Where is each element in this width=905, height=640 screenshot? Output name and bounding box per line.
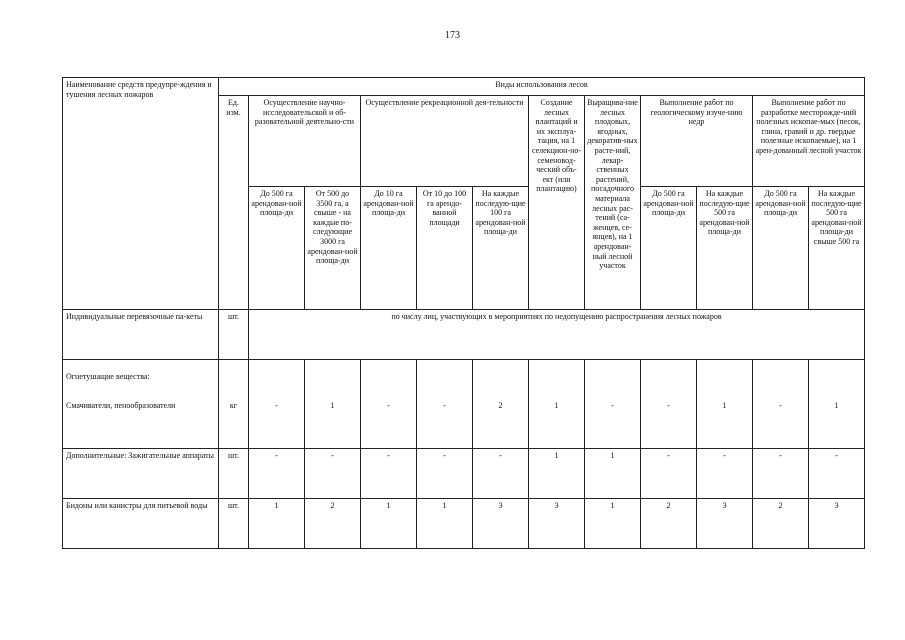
value-cell bbox=[753, 360, 809, 449]
value-cell: 2 bbox=[305, 499, 361, 549]
value-cell bbox=[529, 360, 585, 449]
subheader-cell: До 500 га арендован-ной площа-ди bbox=[753, 187, 809, 310]
value-cell bbox=[417, 360, 473, 449]
value: - bbox=[443, 401, 446, 410]
value: - bbox=[611, 401, 614, 410]
value-cell: - bbox=[753, 449, 809, 499]
row-name-cell bbox=[63, 360, 219, 449]
value-cell bbox=[249, 360, 305, 449]
value-cell: 1 bbox=[585, 449, 641, 499]
value-cell: 1 bbox=[529, 449, 585, 499]
value-cell: - bbox=[697, 449, 753, 499]
value-cell: 2 bbox=[641, 499, 697, 549]
value: 2 bbox=[498, 401, 503, 410]
value-cell: - bbox=[473, 449, 529, 499]
page-number: 173 bbox=[445, 30, 460, 41]
value-cell: 3 bbox=[529, 499, 585, 549]
row-name: Дополнительные: Зажигательные аппараты bbox=[63, 449, 219, 499]
value: - bbox=[387, 401, 390, 410]
unit-column-header: Ед. изм. bbox=[219, 96, 249, 310]
row-unit: шт. bbox=[219, 310, 249, 360]
subheader-cell: На каждые последую-щие 100 га арендован-ной площа-ди bbox=[473, 187, 529, 310]
value-cell bbox=[641, 360, 697, 449]
table-row-individual-packets bbox=[63, 310, 865, 360]
row-name: Смачиватели, пенообразователи bbox=[66, 400, 176, 410]
value-cell: 3 bbox=[473, 499, 529, 549]
value-cell: - bbox=[249, 449, 305, 499]
group-cultivation: Выращива-ние лесных плодовых, ягодных, декоратив-ных расте-ний, лекар-ственных растений, посадочного материала лесных рас-тений (са-женцев, се-янцев), на 1 арендован-ный лесной участок bbox=[585, 96, 641, 310]
subheader-cell: До 500 га арендован-ной площа-ди bbox=[641, 187, 697, 310]
value: - bbox=[779, 401, 782, 410]
value: - bbox=[667, 401, 670, 410]
subheader-cell: От 500 до 3500 га, а свыше - на каждые по-следующие 3000 га арендован-ной площа-ди bbox=[305, 187, 361, 310]
group-recreation: Осуществление рекреационной дея-тельности bbox=[361, 96, 529, 187]
group-mining: Выполнение работ по разработке месторожде-ний полезных ископае-мых (песок, глина, гравий и др. твердые полезные ископаемые), на 1 арен-дованный лесной участок bbox=[753, 96, 865, 187]
value-cell: 2 bbox=[753, 499, 809, 549]
value-cell: 1 bbox=[361, 499, 417, 549]
value-cell bbox=[361, 360, 417, 449]
value-cell: - bbox=[305, 449, 361, 499]
value-cell bbox=[809, 360, 865, 449]
group-plantations: Создание лесных плантаций и их эксплуа-тация, на 1 селекцион-но-семеновод-ческий объ-ект (или плантацию) bbox=[529, 96, 585, 310]
row-name: Индивидуальные перевязочные па-кеты bbox=[63, 310, 219, 360]
subheader-cell: До 500 га арендован-ной площа-ди bbox=[249, 187, 305, 310]
value: 1 bbox=[722, 401, 727, 410]
value-cell: 3 bbox=[697, 499, 753, 549]
table-row-extinguishing-agents bbox=[63, 360, 865, 449]
value-cell bbox=[305, 360, 361, 449]
value-cell: 3 bbox=[809, 499, 865, 549]
value-cell: 1 bbox=[249, 499, 305, 549]
value-cell: 1 bbox=[417, 499, 473, 549]
value: 1 bbox=[330, 401, 335, 410]
row-unit: шт. bbox=[219, 499, 249, 549]
group-research: Осуществление научно-исследовательской и об-разовательной деятельно-сти bbox=[249, 96, 361, 187]
row-note: по числу лиц, участвующих в мероприятиях по недопущению распространения лесных пожаров bbox=[249, 310, 865, 360]
value: - bbox=[275, 401, 278, 410]
value: 1 bbox=[834, 401, 839, 410]
uses-title: Виды использования лесов bbox=[219, 78, 865, 96]
header-row-1 bbox=[63, 78, 865, 96]
value-cell: - bbox=[809, 449, 865, 499]
row-name: Бидоны или канистры для питьевой воды bbox=[63, 499, 219, 549]
value-cell: 1 bbox=[585, 499, 641, 549]
forest-fire-equipment-table bbox=[62, 77, 865, 549]
row-unit: шт. bbox=[219, 449, 249, 499]
group-geology: Выполнение работ по геологическому изуче-нию недр bbox=[641, 96, 753, 187]
subheader-cell: На каждые последую-щие 500 га арендован-ной площа-ди bbox=[697, 187, 753, 310]
subheader-cell: До 10 га арендован-ной площа-ди bbox=[361, 187, 417, 310]
table-row-water-cans bbox=[63, 499, 865, 549]
value-cell: - bbox=[641, 449, 697, 499]
value-cell bbox=[473, 360, 529, 449]
row-unit-cell bbox=[219, 360, 249, 449]
value-cell bbox=[585, 360, 641, 449]
subheader-cell: От 10 до 100 га арендо-ванной площади bbox=[417, 187, 473, 310]
subheader-cell: На каждые последую-щие 500 га арендован-ной площа-ди свыше 500 га bbox=[809, 187, 865, 310]
value-cell: - bbox=[417, 449, 473, 499]
value-cell bbox=[697, 360, 753, 449]
value: 1 bbox=[554, 401, 559, 410]
name-column-header: Наименование средств предупре-ждения и тушения лесных пожаров bbox=[63, 78, 219, 310]
row-unit: кг bbox=[229, 401, 238, 410]
table-row-ignition-devices bbox=[63, 449, 865, 499]
row-heading: Огнетушащие вещества: bbox=[66, 372, 150, 381]
value-cell: - bbox=[361, 449, 417, 499]
